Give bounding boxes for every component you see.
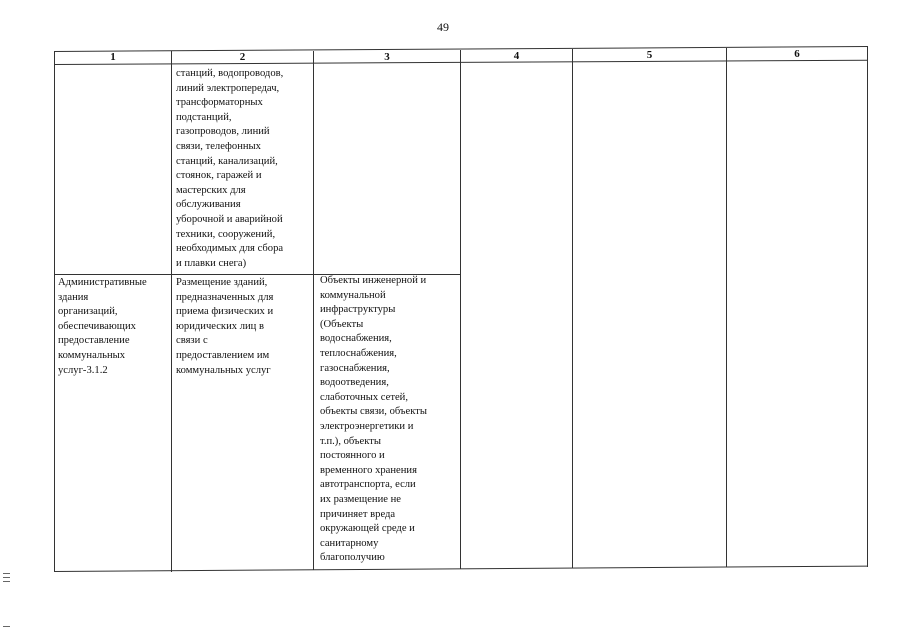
col-border-1-2 <box>171 51 172 572</box>
row2-col1: Административные здания организаций, обеспечивающих предоставление коммунальных услуг-3.1.2 <box>58 277 147 376</box>
scan-mark <box>3 573 10 574</box>
scan-mark <box>3 577 10 578</box>
header-col-1: 1 <box>110 51 116 63</box>
col-border-right <box>867 47 868 567</box>
col-border-5-6 <box>726 48 727 567</box>
header-col-4: 4 <box>513 50 520 62</box>
header-col-3: 3 <box>384 51 390 63</box>
page-number: 49 <box>437 20 449 34</box>
row2-col3: Объекты инженерной и коммунальной инфраструктуры (Объекты водоснабжения, теплоснабжения, газоснабжения, водоотведения, слаботочных сетей, объекты связи, объекты электроэнергетики и т.п.), объекты постоянного и временного хранения автотранспорта, если их размещение не причиняет вреда окружающей среде и санитарному благополучию <box>320 275 427 564</box>
header-col-2: 2 <box>239 51 246 63</box>
row1-col2: станций, водопроводов, линий электропередач, трансформаторных подстанций, газопроводов, линий связи, телефонных станций, канализаций, стоянок, гаражей и мастерских для обслуживания уборочной и аварийной техники, сооружений, необходимых для сбора и плавки снега) <box>176 68 284 269</box>
col-border-3-4 <box>460 50 461 569</box>
col-border-4-5 <box>572 49 573 568</box>
header-col-6: 6 <box>794 48 800 60</box>
scan-mark <box>3 581 10 582</box>
col-border-2-3 <box>313 51 314 570</box>
scan-mark <box>3 626 10 627</box>
col-border-left <box>54 51 55 572</box>
header-col-5: 5 <box>646 49 653 61</box>
row2-col2: Размещение зданий, предназначенных для приема физических и юридических лиц в связи с предоставлением им коммунальных услуг <box>176 277 274 376</box>
